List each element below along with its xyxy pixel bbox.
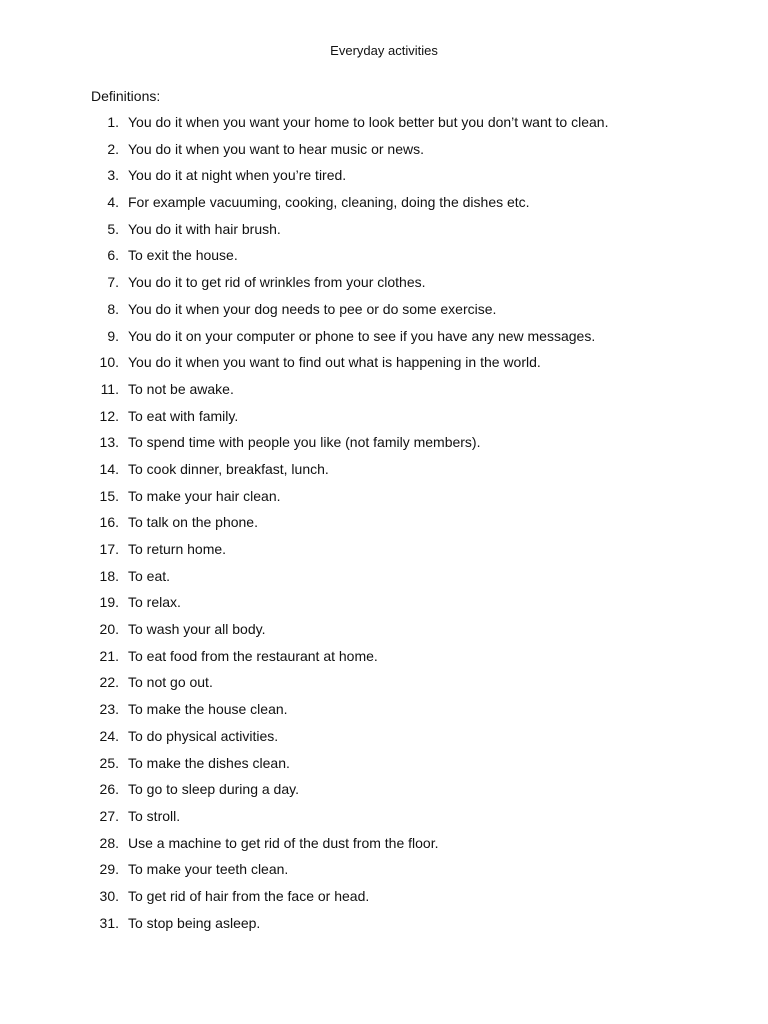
definition-number: 24. xyxy=(99,727,119,744)
definition-item xyxy=(0,647,608,674)
definition-text: To relax. xyxy=(128,594,181,611)
definition-text: To eat with family. xyxy=(128,407,239,424)
definition-text: To stroll. xyxy=(128,807,181,824)
definition-text: To spend time with people you like (not family members). xyxy=(128,434,481,451)
definition-number: 18. xyxy=(99,567,119,584)
definition-number: 9. xyxy=(107,327,119,344)
definition-text: You do it when you want to hear music or news. xyxy=(128,140,424,157)
definition-number: 2. xyxy=(107,140,119,157)
definition-number: 25. xyxy=(99,754,119,771)
definition-item xyxy=(0,246,608,273)
definition-text: To return home. xyxy=(128,541,227,557)
definition-item xyxy=(0,513,608,540)
definition-item xyxy=(0,166,608,193)
definition-item xyxy=(0,567,608,594)
definition-text: You do it when you want your home to look better but you don’t want to clean. xyxy=(128,114,609,130)
definition-number: 28. xyxy=(99,834,119,851)
definition-number: 13. xyxy=(99,434,119,451)
definition-text: To cook dinner, breakfast, lunch. xyxy=(128,460,329,477)
definition-item xyxy=(0,460,608,487)
definition-text: To make your teeth clean. xyxy=(128,861,289,878)
definition-number: 29. xyxy=(99,861,119,878)
definition-text: To eat food from the restaurant at home. xyxy=(128,647,378,664)
definition-number: 15. xyxy=(99,487,119,504)
definition-number: 27. xyxy=(99,807,119,824)
definition-number: 1. xyxy=(107,114,119,130)
definition-number: 21. xyxy=(99,647,119,664)
definition-item xyxy=(0,914,608,941)
definition-text: You do it when your dog needs to pee or do some exercise. xyxy=(128,300,497,317)
definition-number: 16. xyxy=(99,514,119,531)
definition-text: To go to sleep during a day. xyxy=(128,781,299,798)
definitions-list xyxy=(0,113,608,940)
definition-item xyxy=(0,540,608,567)
definition-number: 23. xyxy=(99,701,119,718)
definition-number: 17. xyxy=(99,541,119,557)
definition-text: To make the house clean. xyxy=(128,701,288,718)
definition-number: 4. xyxy=(107,194,119,211)
definition-item xyxy=(0,834,608,861)
definition-item xyxy=(0,220,608,247)
definition-text: To wash your all body. xyxy=(128,621,266,638)
definition-item xyxy=(0,860,608,887)
definition-number: 3. xyxy=(107,167,119,184)
definition-number: 14. xyxy=(99,460,119,477)
definition-number: 19. xyxy=(99,594,119,611)
definition-text: To not be awake. xyxy=(128,380,234,397)
definition-item xyxy=(0,593,608,620)
definition-text: You do it to get rid of wrinkles from your clothes. xyxy=(128,274,426,291)
definition-number: 6. xyxy=(107,247,119,264)
definition-number: 20. xyxy=(99,621,119,638)
definition-number: 7. xyxy=(107,274,119,291)
definition-item xyxy=(0,673,608,700)
definition-item xyxy=(0,487,608,514)
document-title: Everyday activities xyxy=(330,43,438,58)
definition-number: 10. xyxy=(99,354,119,371)
definition-item xyxy=(0,620,608,647)
definition-item xyxy=(0,353,608,380)
definition-text: To get rid of hair from the face or head. xyxy=(128,887,370,904)
definition-item xyxy=(0,193,608,220)
definition-item xyxy=(0,140,608,167)
definition-item xyxy=(0,113,608,140)
definition-text: For example vacuuming, cooking, cleaning, doing the dishes etc. xyxy=(128,194,530,211)
definition-text: You do it at night when you’re tired. xyxy=(128,167,347,184)
definition-item xyxy=(0,700,608,727)
definition-number: 30. xyxy=(99,887,119,904)
definition-number: 31. xyxy=(99,914,119,931)
definition-item xyxy=(0,327,608,354)
definition-item xyxy=(0,380,608,407)
definition-number: 26. xyxy=(99,781,119,798)
definition-item xyxy=(0,300,608,327)
definition-text: To stop being asleep. xyxy=(128,914,261,931)
definition-text: You do it when you want to find out what is happening in the world. xyxy=(128,354,541,371)
definitions-heading: Definitions: xyxy=(91,88,161,104)
definition-text: To do physical activities. xyxy=(128,727,279,744)
definition-number: 11. xyxy=(100,380,119,397)
definition-item xyxy=(0,407,608,434)
definition-item xyxy=(0,780,608,807)
definition-text: To eat. xyxy=(128,567,171,584)
definition-number: 12. xyxy=(99,407,119,424)
definition-item xyxy=(0,887,608,914)
definition-item xyxy=(0,273,608,300)
definition-number: 22. xyxy=(99,674,119,691)
definition-text: To make your hair clean. xyxy=(128,487,281,504)
definition-text: To make the dishes clean. xyxy=(128,754,290,771)
definition-number: 5. xyxy=(107,220,119,237)
definition-item xyxy=(0,727,608,754)
definition-text: Use a machine to get rid of the dust from the floor. xyxy=(128,834,439,851)
definition-text: To not go out. xyxy=(128,674,213,691)
definition-text: You do it with hair brush. xyxy=(128,220,281,237)
definition-text: You do it on your computer or phone to see if you have any new messages. xyxy=(128,327,596,344)
definition-item xyxy=(0,754,608,781)
definition-text: To talk on the phone. xyxy=(128,514,258,531)
definition-number: 8. xyxy=(107,300,119,317)
definition-item xyxy=(0,807,608,834)
definition-text: To exit the house. xyxy=(128,247,238,264)
definition-item xyxy=(0,433,608,460)
